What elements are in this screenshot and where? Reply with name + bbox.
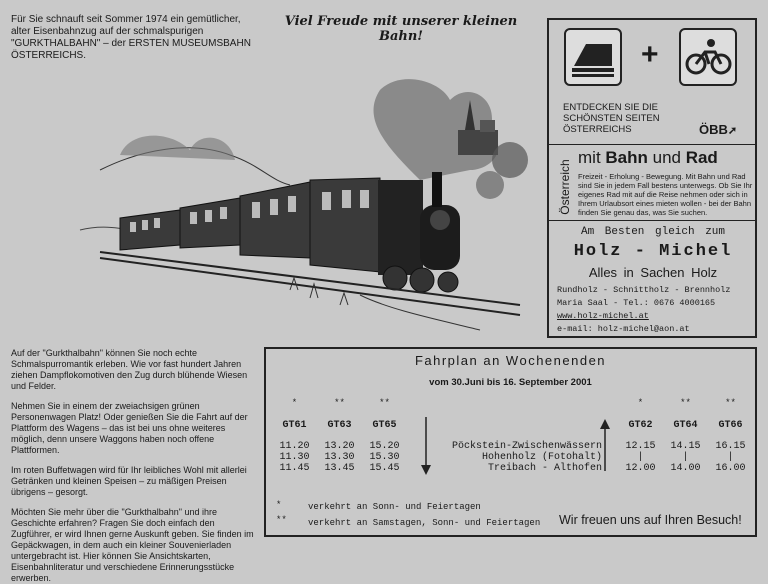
marker: **: [680, 398, 691, 408]
right-train-headers: [618, 420, 753, 431]
bahn-rad-ad: [547, 18, 757, 338]
time-cell: |: [637, 452, 644, 463]
time-cell: 13.45: [324, 463, 355, 474]
note2: verkehrt an Samstagen, Sonn- und Feiertagen: [308, 518, 541, 528]
holz-brand: Holz - Michel: [573, 242, 733, 261]
marker: *: [637, 398, 644, 408]
time-cell: 15.30: [369, 452, 400, 463]
title-part: und: [647, 148, 686, 167]
holz-line3: Alles in Sachen Holz: [588, 265, 718, 280]
tagline-line: ENTDECKEN SIE DIE: [563, 102, 659, 113]
note1: verkehrt an Sonn- und Feiertagen: [308, 502, 481, 512]
plus-sign: +: [641, 38, 659, 71]
train-icon: [564, 28, 622, 86]
obb-logo-text: ÖBB: [699, 122, 728, 137]
time-cell: 16.15: [715, 441, 746, 452]
holz-email[interactable]: e-mail: holz-michel@aon.at: [557, 324, 690, 334]
intro-text: Für Sie schnauft seit Sommer 1974 ein gemütlicher, alter Eisenbahnzug auf der schmalspurigen "GURKTHALBAHN" – der ERSTEN MUSEUMSBAHN ÖSTERREICHS.: [11, 14, 251, 61]
time-cell: 14.15: [670, 441, 701, 452]
tagline-line: SCHÖNSTEN SEITEN: [563, 113, 660, 124]
train-illustration: [60, 60, 530, 340]
train-header: GT65: [372, 420, 397, 431]
tagline-line: ÖSTERREICHS: [563, 124, 632, 135]
paragraph: Möchten Sie mehr über die "Gurkthalbahn" und ihre Geschichte erfahren? Fragen Sie doch einfach den Zugführer, er wird Ihnen gerne Auskunft geben. Sie finden im Gepäckwagen, in dem auch ein kleiner Souvenierladen untergebracht ist. Hier können Sie Ansichtskarten, Eisenbahnliteratur und verschiedene Erinnerungsstücke erwerben.: [11, 507, 254, 583]
marker: *: [291, 398, 298, 408]
time-cell: |: [727, 452, 734, 463]
time-cell: 13.30: [324, 452, 355, 463]
title-part: Rad: [685, 148, 718, 167]
time-cell: 12.15: [625, 441, 656, 452]
holz-line5: Maria Saal - Tel.: 0676 4000165: [557, 298, 716, 308]
paragraph: Nehmen Sie in einem der zweiachsigen grünen Personenwagen Platz! Oder genießen Sie die Fahrt auf der Plattform des Wagens – das ist bei uns ohne weiteres möglich, denn unsere Waggons haben noch offene Plattformen.: [11, 401, 248, 455]
arrow-down-icon: [420, 417, 432, 475]
train-header: GT66: [718, 420, 743, 431]
ad-text: Freizeit - Erholung - Bewegung. Mit Bahn und Rad sind Sie in jedem Fall bestens unterwegs. Ob Sie Ihr eigenes Rad mit auf die Reise nehmen oder sich in Ihrem Urlaubsort eines mieten wollen - bei der Bahn finden Sie genau das, was Sie suchen.: [578, 172, 753, 217]
train-header: GT61: [282, 420, 307, 431]
bicycle-icon: [679, 28, 737, 86]
paragraph: Auf der "Gurkthalbahn" können Sie noch echte Schmalspurromantik erleben. Wie vor fast hundert Jahren ziehen Dampflokomotiven den Zug durch blühende Wiesen und Felder.: [11, 348, 248, 391]
time-cell: 11.20: [279, 441, 310, 452]
obb-logo: [699, 122, 737, 137]
note1-mark: *: [276, 500, 282, 510]
timetable-rows: [272, 441, 757, 474]
closing-text: Wir freuen uns auf Ihren Besuch!: [559, 513, 742, 527]
time-cell: 15.20: [369, 441, 400, 452]
train-header: GT63: [327, 420, 352, 431]
marker: **: [379, 398, 390, 408]
station-name: Hohenholz (Fotohalt): [481, 452, 602, 463]
ad-tagline: [563, 102, 660, 135]
table-row: [272, 463, 757, 474]
headline: Viel Freude mit unserer kleinen Bahn!: [284, 14, 518, 44]
time-cell: 13.20: [324, 441, 355, 452]
left-train-headers: [272, 420, 407, 431]
ad-title: [578, 148, 718, 168]
train-header: GT64: [673, 420, 698, 431]
obb-swoosh-icon: ➚: [727, 125, 738, 137]
time-cell: 12.00: [625, 463, 656, 474]
title-part: mit: [578, 148, 606, 167]
timetable-title: Fahrplan an Wochenenden: [414, 353, 607, 368]
station-name: Pöckstein-Zwischenwässern: [451, 441, 602, 452]
station-name: Treibach - Althofen: [487, 463, 602, 474]
table-row: [272, 441, 757, 452]
time-cell: 11.45: [279, 463, 310, 474]
time-cell: 11.30: [279, 452, 310, 463]
title-part: Bahn: [605, 148, 648, 167]
holz-web[interactable]: www.holz-michel.at: [557, 311, 649, 321]
left-markers: [272, 398, 407, 408]
table-row: [272, 452, 757, 463]
timetable-subtitle: vom 30.Juni bis 16. September 2001: [429, 377, 592, 388]
arrow-up-icon: [599, 419, 611, 471]
body-text: [11, 348, 257, 584]
timetable-box: [264, 347, 757, 537]
vertical-label: Österreich: [558, 159, 572, 215]
right-markers: [618, 398, 753, 408]
holz-line4: Rundholz - Schnittholz - Brennholz: [557, 285, 731, 295]
note2-mark: **: [276, 515, 287, 525]
ad-divider: [549, 144, 755, 145]
train-header: GT62: [628, 420, 653, 431]
time-cell: 15.45: [369, 463, 400, 474]
paragraph: Im roten Buffetwagen wird für Ihr leibliches Wohl mit allerlei Getränken und kleinen Speisen – zu mäßigen Preisen übrigens – gesorgt.: [11, 465, 247, 497]
holz-line1: Am Besten gleich zum: [580, 226, 726, 238]
time-cell: |: [682, 452, 689, 463]
time-cell: 16.00: [715, 463, 746, 474]
ad-divider: [549, 220, 755, 221]
marker: **: [334, 398, 345, 408]
time-cell: 14.00: [670, 463, 701, 474]
marker: **: [725, 398, 736, 408]
